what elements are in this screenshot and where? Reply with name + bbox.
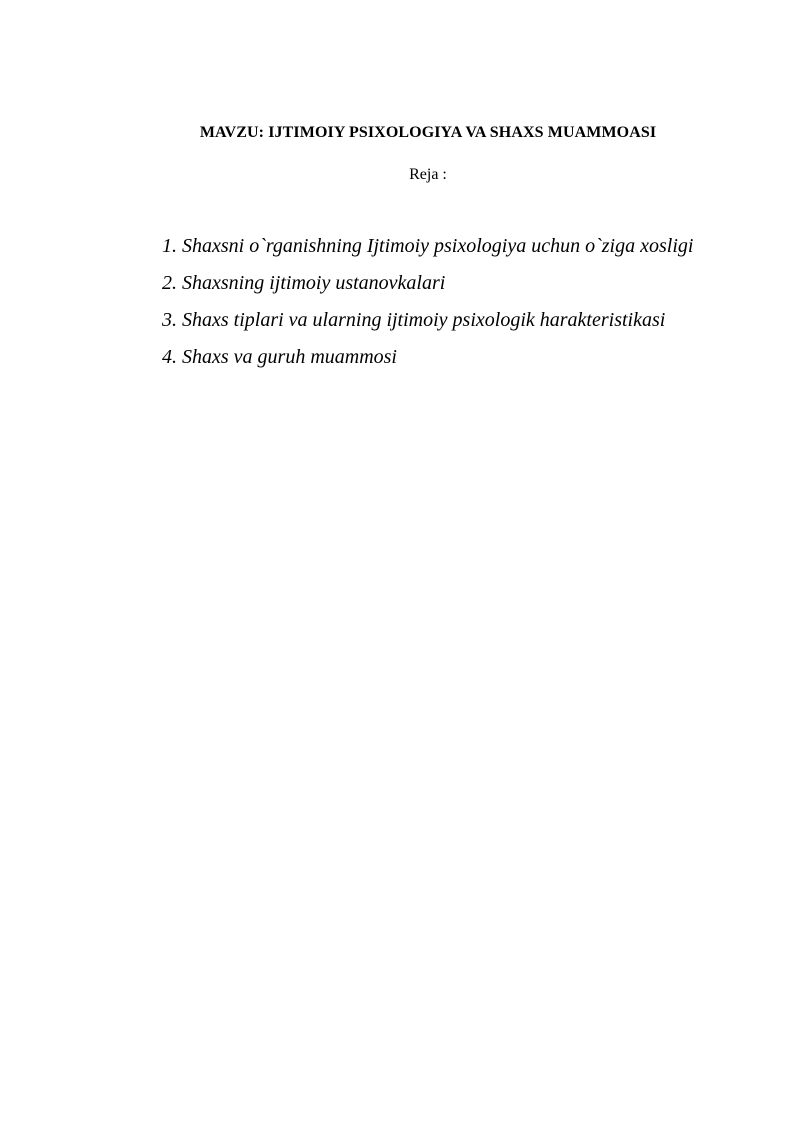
plan-heading: Reja : [409, 166, 447, 183]
document-title: MAVZU: IJTIMOIY PSIXOLOGIYA VA SHAXS MUAMMOASI [199, 124, 657, 141]
plan-item: 2. Shaxsning ijtimoiy ustanovkalari [162, 272, 446, 294]
plan-list [162, 228, 693, 376]
plan-item: 1. Shaxsni o`rganishning Ijtimoiy psixologiya uchun o`ziga xosligi [162, 235, 694, 257]
plan-item: 3. Shaxs tiplari va ularning ijtimoiy psixologik harakteristikasi [162, 309, 666, 331]
plan-item: 4. Shaxs va guruh muammosi [162, 346, 397, 368]
